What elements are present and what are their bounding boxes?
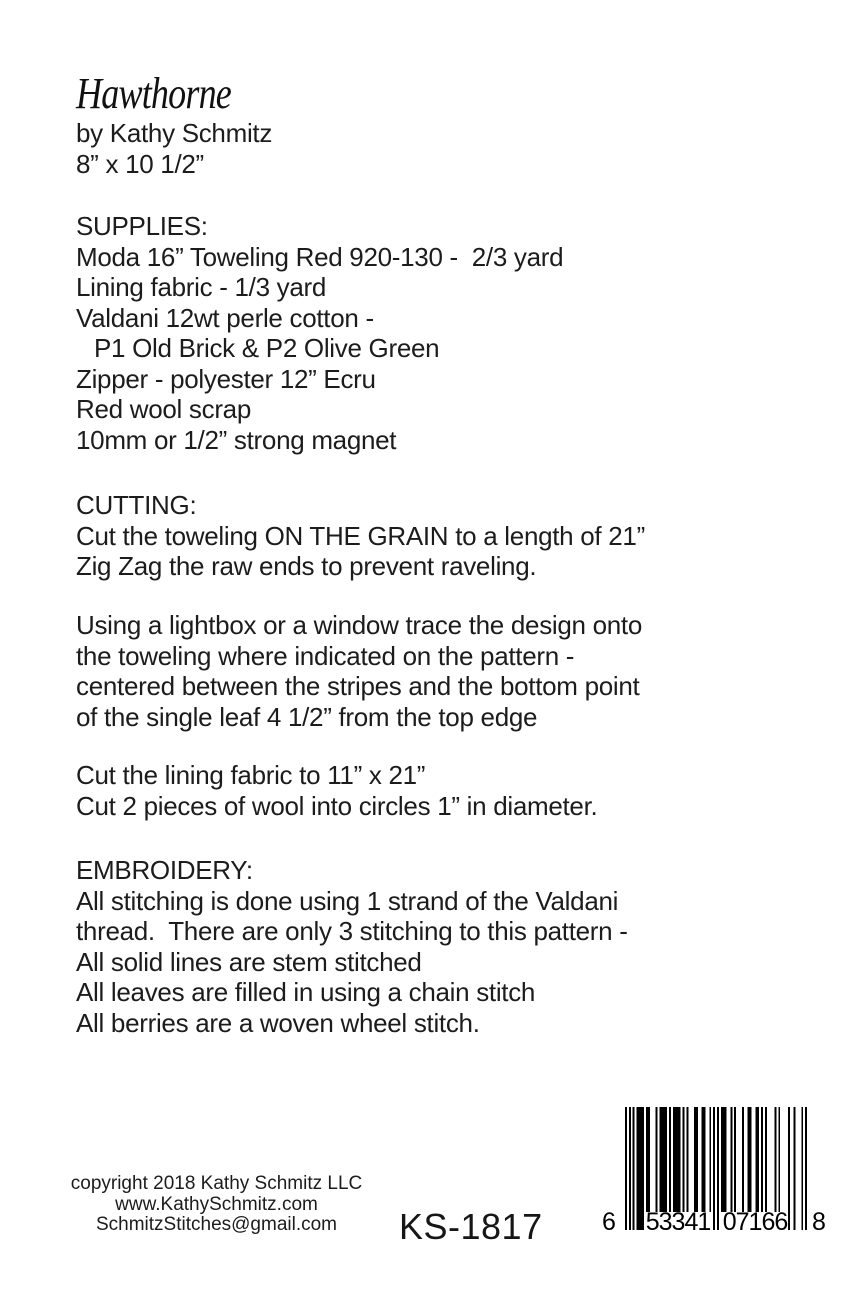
- supplies-line: P1 Old Brick & P2 Olive Green: [94, 333, 440, 363]
- page-title: Hawthorne: [76, 69, 231, 118]
- copyright-block: [60, 1174, 373, 1236]
- finished-size: 8” x 10 1/2”: [76, 148, 204, 179]
- website: www.KathySchmitz.com: [115, 1193, 318, 1215]
- tracing-paragraph: [76, 610, 642, 732]
- upc-barcode: [600, 1107, 835, 1237]
- byline: by Kathy Schmitz: [76, 118, 273, 148]
- supplies-line: Red wool scrap: [76, 394, 251, 424]
- tracing-line: of the single leaf 4 1/2” from the top edge: [76, 701, 538, 732]
- embroidery-line: All leaves are filled in using a chain stitch: [76, 977, 536, 1007]
- barcode-group-1: 53341: [645, 1208, 711, 1236]
- copyright-line: copyright 2018 Kathy Schmitz LLC: [70, 1173, 363, 1194]
- embroidery-heading: EMBROIDERY:: [76, 855, 253, 885]
- embroidery-line: All berries are a woven wheel stitch.: [76, 1007, 480, 1038]
- embroidery-section: [76, 855, 628, 1038]
- lining-paragraph: [76, 760, 597, 821]
- tracing-line: centered between the stripes and the bottom point: [76, 671, 640, 701]
- email: SchmitzStitches@gmail.com: [95, 1214, 338, 1235]
- barcode-left-digit: 6: [602, 1208, 615, 1236]
- supplies-line: Moda 16” Toweling Red 920-130 - 2/3 yard: [76, 241, 564, 272]
- byline-block: [76, 118, 272, 179]
- cutting-line: Cut the toweling ON THE GRAIN to a length of 21”: [76, 520, 645, 551]
- embroidery-line: thread. There are only 3 stitching to this pattern -: [76, 916, 628, 946]
- barcode-right-digit: 8: [812, 1208, 825, 1236]
- cutting-section: [76, 490, 645, 582]
- lining-line: Cut the lining fabric to 11” x 21”: [76, 760, 426, 790]
- supplies-line: 10mm or 1/2” strong magnet: [76, 424, 397, 455]
- supplies-section: [76, 211, 563, 455]
- supplies-line: Zipper - polyester 12” Ecru: [76, 363, 376, 394]
- barcode-group-2: 07166: [722, 1208, 788, 1236]
- product-code: KS-1817: [399, 1206, 543, 1247]
- cutting-heading: CUTTING:: [76, 490, 197, 520]
- embroidery-line: All solid lines are stem stitched: [76, 946, 422, 977]
- embroidery-line: All stitching is done using 1 strand of the Valdani: [76, 885, 619, 916]
- supplies-line: Lining fabric - 1/3 yard: [76, 272, 327, 302]
- supplies-heading: SUPPLIES:: [76, 211, 208, 241]
- supplies-line: Valdani 12wt perle cotton -: [76, 302, 374, 333]
- tracing-line: Using a lightbox or a window trace the design onto: [76, 610, 643, 640]
- tracing-line: the toweling where indicated on the pattern -: [76, 640, 575, 671]
- cutting-line: Zig Zag the raw ends to prevent raveling.: [76, 551, 537, 581]
- lining-line: Cut 2 pieces of wool into circles 1” in diameter.: [76, 790, 598, 821]
